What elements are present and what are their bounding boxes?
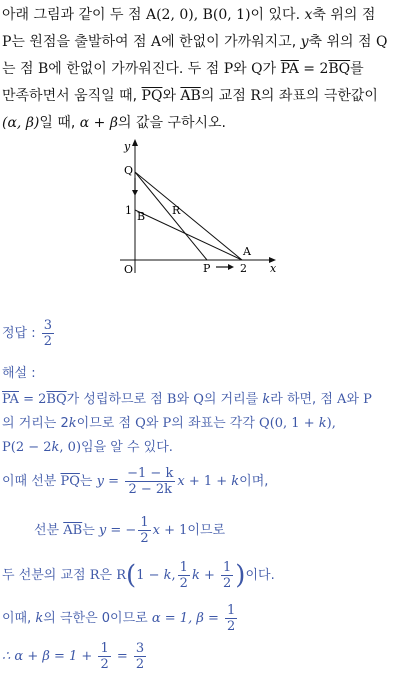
fraction-numerator: 1 xyxy=(227,603,236,618)
fraction xyxy=(178,560,190,591)
text: 의 거리는 2 xyxy=(2,416,69,431)
math-var: k xyxy=(262,392,271,407)
text: 가 xyxy=(262,61,281,77)
fraction-denominator: 2 − 2k xyxy=(128,482,173,497)
text: 를 xyxy=(350,61,364,77)
segment-label: $\overline{PA}$ xyxy=(2,392,19,407)
solution-line-2 xyxy=(2,412,398,431)
segment-b-a xyxy=(135,210,242,260)
math: = xyxy=(112,649,132,664)
text: 는 점 xyxy=(2,61,38,77)
y-axis-label: y xyxy=(124,140,131,153)
math: Q xyxy=(251,61,263,77)
answer-fraction xyxy=(42,318,54,349)
answer-line xyxy=(2,318,398,349)
problem-line-5 xyxy=(2,110,398,137)
text: 라 하면, 점 xyxy=(270,392,338,407)
text: 축 위의 점 xyxy=(312,7,376,23)
fraction-numerator: 1 xyxy=(140,515,149,530)
math: Q xyxy=(135,416,146,431)
text: 축 위의 점 xyxy=(308,34,376,50)
text: 에 한없이 가까워지고, xyxy=(161,34,301,50)
math-var: k xyxy=(191,568,200,583)
math: P xyxy=(162,416,172,431)
point-a-label: A xyxy=(243,245,251,258)
text: 는 xyxy=(82,523,99,538)
math: = 2 xyxy=(18,392,47,407)
y-axis-arrow xyxy=(132,139,138,146)
math: α + β xyxy=(79,115,118,131)
math-var: y xyxy=(300,34,309,50)
text: 와 xyxy=(176,392,194,407)
text: 일 때, xyxy=(39,115,80,131)
math-var: k xyxy=(231,474,240,489)
solution-line-3 xyxy=(2,436,398,455)
math: α = 1, β = xyxy=(151,611,224,626)
segment-label: $\overline{AB}$ xyxy=(180,88,201,104)
text: 의 좌표의 극한값이 xyxy=(260,88,378,104)
math: Q xyxy=(375,34,388,50)
text: 에 한없이 가까워진다. 두 점 xyxy=(48,61,224,77)
math: 1 − xyxy=(136,568,164,583)
fraction-numerator: −1 − k xyxy=(127,466,174,481)
text: 은 xyxy=(99,568,117,583)
math-var: k xyxy=(68,416,77,431)
math-var: x xyxy=(177,474,185,489)
segment-label: $\overline{BQ}$ xyxy=(328,61,351,77)
solution-line-8 xyxy=(2,641,398,672)
fraction-denominator: 2 xyxy=(223,576,232,591)
math-var: k xyxy=(51,440,60,455)
text: 이 있다. xyxy=(250,7,305,23)
math: A xyxy=(150,34,162,50)
problem-line-3 xyxy=(2,56,398,83)
math: + 1 xyxy=(159,523,188,538)
text: 의 거리를 xyxy=(203,392,263,407)
math: P xyxy=(363,392,372,407)
fraction-denominator: 2 xyxy=(135,657,145,672)
math-var: k xyxy=(35,611,44,626)
fraction xyxy=(138,515,150,546)
problem-line-2 xyxy=(2,29,398,56)
fraction-numerator: 3 xyxy=(43,318,53,333)
origin-label: O xyxy=(124,263,134,274)
solution-line-7 xyxy=(2,603,398,634)
segment-label: $\overline{PA}$ xyxy=(280,61,299,77)
segment-label: $\overline{AB}$ xyxy=(63,523,83,538)
point-b-label: B xyxy=(137,210,146,223)
text: 와 xyxy=(346,392,364,407)
segment-q-a xyxy=(135,172,242,260)
solution-line-1 xyxy=(2,388,398,407)
math: Q(0, 1 + xyxy=(259,416,319,431)
fraction-denominator: 2 xyxy=(140,531,149,546)
math: (α, β) xyxy=(2,115,40,131)
text: 의 값을 구하시오. xyxy=(117,115,226,131)
math: P xyxy=(223,61,234,77)
fraction xyxy=(221,560,233,591)
text: 이므로 점 xyxy=(76,416,136,431)
math: B xyxy=(37,61,49,77)
fraction-denominator: 2 xyxy=(227,619,236,634)
math-var: k xyxy=(318,416,327,431)
math-var: x xyxy=(152,523,160,538)
text: 는 원점을 출발하여 점 xyxy=(11,34,151,50)
fraction xyxy=(225,603,237,634)
text: 의 좌표는 각각 xyxy=(171,416,260,431)
fraction-numerator: 1 xyxy=(100,641,109,656)
solution-line-5 xyxy=(34,515,400,546)
text: 이므로 xyxy=(187,523,226,538)
text: 는 xyxy=(79,474,97,489)
text: 와 xyxy=(145,416,163,431)
point-p-label: P xyxy=(203,262,211,274)
answer-label: 정답 : xyxy=(2,326,40,341)
text: 이며, xyxy=(239,474,269,489)
point-q-label: Q xyxy=(124,164,134,177)
solution-line-4 xyxy=(2,466,398,497)
text: 이때 선분 xyxy=(2,474,61,489)
segment-label: $\overline{PQ}$ xyxy=(60,474,80,489)
fraction-denominator: 2 xyxy=(179,576,188,591)
text: 두 선분의 교점 xyxy=(2,568,90,583)
math: = − xyxy=(106,523,137,538)
math: Q xyxy=(193,392,204,407)
left-paren: ( xyxy=(126,560,137,591)
text: 의 극한은 0이므로 xyxy=(43,611,152,626)
q-down-arrowhead xyxy=(132,190,138,196)
fraction-denominator: 2 xyxy=(43,334,53,349)
text: 선분 xyxy=(34,523,64,538)
math: = 2 xyxy=(298,61,329,77)
math-var: y xyxy=(98,523,107,538)
segment-q-p xyxy=(135,172,207,260)
fraction-numerator: 1 xyxy=(179,560,188,575)
math: P xyxy=(2,34,12,50)
fraction-numerator: 1 xyxy=(223,560,232,575)
fraction-denominator: 2 xyxy=(100,657,109,672)
problem-text xyxy=(2,2,398,137)
math: A(2, 0), B(0, 1) xyxy=(145,7,251,23)
fraction xyxy=(134,641,146,672)
math: + xyxy=(199,568,220,583)
fraction xyxy=(98,641,110,672)
text: 아래 그림과 같이 두 점 xyxy=(2,7,146,23)
segment-label: $\overline{BQ}$ xyxy=(46,392,67,407)
point-r-label: R xyxy=(172,204,181,217)
math: , xyxy=(171,568,176,583)
problem-line-4 xyxy=(2,83,398,110)
math: = xyxy=(103,474,124,489)
x-axis-label: x xyxy=(270,262,277,274)
fraction-numerator: 3 xyxy=(135,641,145,656)
coordinate-figure xyxy=(112,138,282,274)
tick-1-label: 1 xyxy=(125,204,132,217)
text: 와 xyxy=(233,61,252,77)
math: B xyxy=(166,392,177,407)
text: 이다. xyxy=(245,568,275,583)
math: ), xyxy=(326,416,336,431)
text: 와 xyxy=(162,88,181,104)
math-var: x xyxy=(304,7,313,23)
math-var: k xyxy=(163,568,172,583)
fraction xyxy=(125,466,175,497)
problem-line-1 xyxy=(2,2,398,29)
text: 만족하면서 움직일 때, xyxy=(2,88,142,104)
math: + 1 + xyxy=(184,474,232,489)
text: 의 교점 xyxy=(200,88,251,104)
math: A xyxy=(337,392,347,407)
math: R xyxy=(250,88,261,104)
right-paren: ) xyxy=(235,560,246,591)
math: ∴ α + β = 1 + xyxy=(2,649,97,664)
tick-2-label: 2 xyxy=(240,262,247,274)
solution-line-6 xyxy=(2,560,398,591)
math: R xyxy=(116,568,127,583)
text: 이때, xyxy=(2,611,36,626)
math: , 0) xyxy=(59,440,82,455)
segment-label: $\overline{PQ}$ xyxy=(141,88,163,104)
math: R xyxy=(89,568,100,583)
text: 가 성립하므로 점 xyxy=(66,392,167,407)
math-var: y xyxy=(96,474,104,489)
math: P(2 − 2 xyxy=(2,440,52,455)
p-right-arrowhead xyxy=(228,264,234,270)
text: 임을 알 수 있다. xyxy=(81,440,173,455)
solution-heading: 해설 : xyxy=(2,366,36,381)
